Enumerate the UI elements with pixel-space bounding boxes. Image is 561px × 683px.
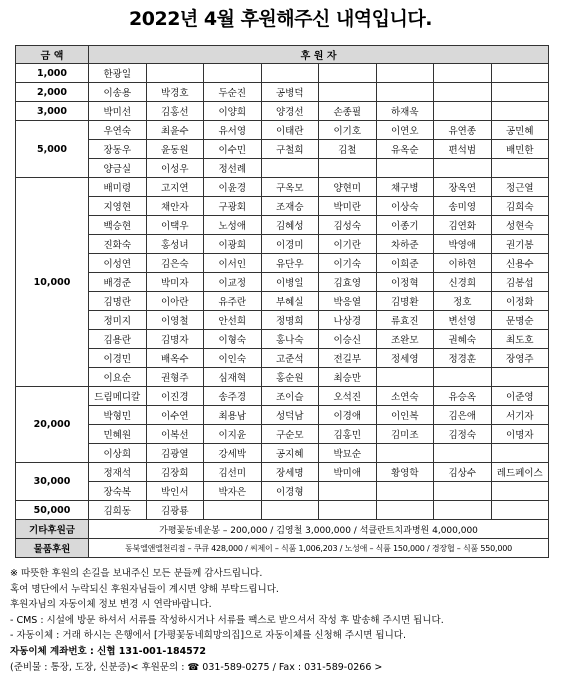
donor-name-cell: 장옥연 [434, 178, 492, 197]
donor-name-cell: 김성숙 [319, 216, 377, 235]
donor-name-cell: 양금실 [89, 159, 147, 178]
donor-name-cell: 이양희 [204, 102, 262, 121]
donor-name-cell: 정세영 [376, 349, 434, 368]
note-line: 혹여 명단에서 누락되신 후원자님들이 계시면 양해 부탁드립니다. [10, 583, 279, 595]
donor-name-cell: 구옥모 [261, 178, 319, 197]
donor-name-cell: 정선례 [204, 159, 262, 178]
donor-row [16, 349, 549, 368]
donor-name-cell [434, 64, 492, 83]
amount-cell: 30,000 [16, 463, 89, 501]
donor-name-cell: 김은애 [434, 406, 492, 425]
note-line: - CMS : 시설에 방문 하셔서 서류를 작성하시거나 서류를 팩스로 받으셔서 작성 후 발송해 주시면 됩니다. [10, 614, 444, 626]
donor-name-cell: 이윤경 [204, 178, 262, 197]
donor-name-cell [491, 83, 549, 102]
donor-row [16, 178, 549, 197]
donor-name-cell: 지영현 [89, 197, 147, 216]
donor-name-cell: 정호 [434, 292, 492, 311]
donor-name-cell: 김효영 [319, 273, 377, 292]
donor-name-cell: 이희준 [376, 254, 434, 273]
donor-row [16, 425, 549, 444]
donor-row [16, 83, 549, 102]
donor-name-cell: 고지연 [146, 178, 204, 197]
donor-name-cell: 민혜원 [89, 425, 147, 444]
donor-name-cell: 이정혁 [376, 273, 434, 292]
donor-table-body [16, 64, 549, 520]
donor-name-cell: 박영애 [434, 235, 492, 254]
donor-name-cell: 김광룡 [146, 501, 204, 520]
donor-name-cell: 진화숙 [89, 235, 147, 254]
donor-name-cell: 김희동 [89, 501, 147, 520]
donor-name-cell: 노성애 [204, 216, 262, 235]
donor-name-cell: 이형숙 [204, 330, 262, 349]
donor-name-cell: 장세명 [261, 463, 319, 482]
donor-name-cell: 성현숙 [491, 216, 549, 235]
donor-name-cell: 유서영 [204, 121, 262, 140]
other-donation-text: 가평꽃동네운봉 – 200,000 / 김영철 3,000,000 / 석클란트치과병원 4,000,000 [89, 520, 549, 539]
donor-name-cell [491, 501, 549, 520]
donor-name-cell: 유연종 [434, 121, 492, 140]
donor-row [16, 121, 549, 140]
donor-name-cell: 이기란 [319, 235, 377, 254]
donor-name-cell: 유옥순 [376, 140, 434, 159]
donor-name-cell [491, 64, 549, 83]
donor-name-cell: 김명환 [376, 292, 434, 311]
note-line: (준비물 : 통장, 도장, 신분증)< 후원문의 : ☎ 031-589-0275 / Fax : 031-589-0266 > [10, 661, 383, 673]
donor-name-cell [434, 444, 492, 463]
donor-name-cell: 이경미 [261, 235, 319, 254]
donor-name-cell [376, 83, 434, 102]
donor-table [15, 45, 549, 558]
amount-cell: 3,000 [16, 102, 89, 121]
donor-name-cell: 홍순원 [261, 368, 319, 387]
donor-name-cell: 이병일 [261, 273, 319, 292]
donor-name-cell: 정재석 [89, 463, 147, 482]
donor-row [16, 64, 549, 83]
note-line: 후원자님의 자동이체 정보 변경 시 연락바랍니다. [10, 599, 212, 611]
donor-name-cell [319, 64, 377, 83]
donor-name-cell: 구광회 [204, 197, 262, 216]
donor-name-cell: 이수연 [146, 406, 204, 425]
donor-name-cell: 이상숙 [376, 197, 434, 216]
donor-name-cell [146, 64, 204, 83]
donor-name-cell [434, 368, 492, 387]
donor-name-cell [319, 482, 377, 501]
donors-header: 후 원 자 [89, 46, 549, 64]
donor-name-cell: 장숙복 [89, 482, 147, 501]
donor-name-cell: 정근열 [491, 178, 549, 197]
donor-name-cell: 김정숙 [434, 425, 492, 444]
donor-name-cell: 김홍선 [146, 102, 204, 121]
donor-name-cell: 오석진 [319, 387, 377, 406]
donor-name-cell [491, 482, 549, 501]
donor-name-cell: 송주경 [204, 387, 262, 406]
donor-name-cell: 차하준 [376, 235, 434, 254]
donor-name-cell: 안선희 [204, 311, 262, 330]
donor-name-cell: 배미령 [89, 178, 147, 197]
donor-name-cell: 박경호 [146, 83, 204, 102]
donor-name-cell: 이아란 [146, 292, 204, 311]
donor-name-cell: 박응열 [319, 292, 377, 311]
donor-row [16, 330, 549, 349]
goods-donation-text: 동북엘앤엘천리점 – 쿠큐 428,000 / 씨제이 – 식품 1,006,203 / 노성애 – 식품 150,000 / 경장협 – 식품 550,000 [89, 539, 549, 558]
donor-name-cell: 레드페이스 [491, 463, 549, 482]
donor-name-cell: 박자은 [204, 482, 262, 501]
donor-name-cell: 고준석 [261, 349, 319, 368]
donor-name-cell: 우연숙 [89, 121, 147, 140]
donor-name-cell: 이요순 [89, 368, 147, 387]
donor-name-cell: 채안자 [146, 197, 204, 216]
donor-name-cell: 최도호 [491, 330, 549, 349]
note-line: - 자동이체 : 거래 하시는 은행에서 [가평꽃동네희망의집]으로 자동이체를 신청해 주시면 됩니다. [10, 630, 406, 642]
donor-name-cell: 이하현 [434, 254, 492, 273]
donor-name-cell [491, 444, 549, 463]
donor-row [16, 140, 549, 159]
donor-row [16, 444, 549, 463]
donor-row [16, 406, 549, 425]
donor-name-cell: 강세박 [204, 444, 262, 463]
donor-name-cell [261, 159, 319, 178]
donor-name-cell: 이경형 [261, 482, 319, 501]
donor-row [16, 159, 549, 178]
donor-name-cell: 김장희 [146, 463, 204, 482]
donor-name-cell: 배옥수 [146, 349, 204, 368]
donor-name-cell [319, 83, 377, 102]
donor-row [16, 292, 549, 311]
donor-name-cell [434, 482, 492, 501]
donor-name-cell: 홍성녀 [146, 235, 204, 254]
donor-name-cell [434, 83, 492, 102]
donor-name-cell: 이승신 [319, 330, 377, 349]
donor-name-cell: 윤동원 [146, 140, 204, 159]
donor-name-cell: 이송용 [89, 83, 147, 102]
donor-name-cell: 이명자 [491, 425, 549, 444]
amount-cell: 1,000 [16, 64, 89, 83]
donor-name-cell: 김혜성 [261, 216, 319, 235]
goods-donation-row [16, 539, 549, 558]
donor-name-cell: 이종기 [376, 216, 434, 235]
donor-name-cell: 이정화 [491, 292, 549, 311]
donor-row [16, 387, 549, 406]
donor-name-cell: 김철 [319, 140, 377, 159]
donor-name-cell: 이인복 [376, 406, 434, 425]
donor-name-cell: 박인서 [146, 482, 204, 501]
donor-row [16, 273, 549, 292]
note-line: ※ 따뜻한 후원의 손길을 보내주신 모든 분들께 감사드립니다. [10, 568, 263, 579]
account-number: 자동이체 계좌번호 : 신협 131-001-184572 [10, 645, 207, 657]
donor-name-cell: 이연오 [376, 121, 434, 140]
donor-name-cell: 이준영 [491, 387, 549, 406]
donor-row [16, 254, 549, 273]
donor-name-cell: 나상경 [319, 311, 377, 330]
amount-cell: 20,000 [16, 387, 89, 463]
donor-name-cell [491, 368, 549, 387]
donor-name-cell: 이기호 [319, 121, 377, 140]
donor-name-cell [261, 64, 319, 83]
donor-name-cell: 박묘순 [319, 444, 377, 463]
donor-name-cell [319, 501, 377, 520]
donor-name-cell: 이교정 [204, 273, 262, 292]
donor-name-cell: 권혜숙 [434, 330, 492, 349]
donor-name-cell: 조이슬 [261, 387, 319, 406]
donor-name-cell [204, 64, 262, 83]
donor-name-cell: 김용란 [89, 330, 147, 349]
donor-name-cell: 이태란 [261, 121, 319, 140]
donor-name-cell: 장동우 [89, 140, 147, 159]
donor-name-cell: 이성연 [89, 254, 147, 273]
donor-name-cell: 구철희 [261, 140, 319, 159]
donor-name-cell: 이광희 [204, 235, 262, 254]
donor-name-cell: 성덕남 [261, 406, 319, 425]
donor-name-cell: 최승만 [319, 368, 377, 387]
donor-name-cell: 정명희 [261, 311, 319, 330]
donor-name-cell: 장영주 [491, 349, 549, 368]
donor-name-cell: 정미지 [89, 311, 147, 330]
donor-name-cell: 부혜실 [261, 292, 319, 311]
donor-name-cell: 조재승 [261, 197, 319, 216]
donor-name-cell: 구순모 [261, 425, 319, 444]
donor-name-cell: 양현미 [319, 178, 377, 197]
donor-name-cell: 이상희 [89, 444, 147, 463]
donor-name-cell: 이기숙 [319, 254, 377, 273]
donor-name-cell: 이수민 [204, 140, 262, 159]
donor-name-cell: 김미조 [376, 425, 434, 444]
donor-name-cell: 류효진 [376, 311, 434, 330]
donor-name-cell: 공지혜 [261, 444, 319, 463]
amount-header: 금 액 [16, 46, 89, 64]
other-donation-label: 기타후원금 [16, 520, 89, 539]
amount-cell: 10,000 [16, 178, 89, 387]
donor-name-cell: 유승옥 [434, 387, 492, 406]
donor-name-cell [434, 501, 492, 520]
page-title: 2022년 4월 후원해주신 내역입니다. [129, 8, 432, 30]
donor-name-cell [434, 102, 492, 121]
donor-name-cell [376, 368, 434, 387]
donor-name-cell: 전길부 [319, 349, 377, 368]
donor-name-cell [261, 501, 319, 520]
donor-name-cell: 문명순 [491, 311, 549, 330]
donor-name-cell: 황영학 [376, 463, 434, 482]
donor-name-cell [434, 159, 492, 178]
donor-name-cell: 두순진 [204, 83, 262, 102]
donor-name-cell: 김선미 [204, 463, 262, 482]
donor-name-cell [376, 64, 434, 83]
donor-name-cell: 이복선 [146, 425, 204, 444]
donor-name-cell: 이진경 [146, 387, 204, 406]
donor-name-cell: 심재혁 [204, 368, 262, 387]
donor-name-cell: 김명자 [146, 330, 204, 349]
donor-name-cell [491, 159, 549, 178]
donor-name-cell: 김명란 [89, 292, 147, 311]
donor-name-cell: 유주란 [204, 292, 262, 311]
donor-row [16, 235, 549, 254]
donor-name-cell: 이성우 [146, 159, 204, 178]
donor-name-cell: 이서인 [204, 254, 262, 273]
donor-name-cell: 신경희 [434, 273, 492, 292]
donor-name-cell: 권기봉 [491, 235, 549, 254]
donor-name-cell: 공민혜 [491, 121, 549, 140]
amount-cell: 50,000 [16, 501, 89, 520]
donor-name-cell [376, 159, 434, 178]
donor-name-cell: 권형주 [146, 368, 204, 387]
donor-name-cell: 김은숙 [146, 254, 204, 273]
donor-row [16, 482, 549, 501]
amount-cell: 2,000 [16, 83, 89, 102]
donor-name-cell: 이인숙 [204, 349, 262, 368]
donor-name-cell: 최윤수 [146, 121, 204, 140]
donor-name-cell: 소연숙 [376, 387, 434, 406]
donor-name-cell: 하재욱 [376, 102, 434, 121]
donor-name-cell: 김홍민 [319, 425, 377, 444]
donor-name-cell: 이경애 [319, 406, 377, 425]
donor-row [16, 311, 549, 330]
goods-donation-label: 물품후원 [16, 539, 89, 558]
donor-name-cell: 김희숙 [491, 197, 549, 216]
donor-name-cell: 배민한 [491, 140, 549, 159]
donor-name-cell: 송미영 [434, 197, 492, 216]
donor-name-cell: 박미자 [146, 273, 204, 292]
donor-name-cell: 박미애 [319, 463, 377, 482]
donor-name-cell: 손종필 [319, 102, 377, 121]
donor-name-cell: 편석범 [434, 140, 492, 159]
donor-name-cell: 김상수 [434, 463, 492, 482]
donor-row [16, 463, 549, 482]
donor-name-cell: 김광열 [146, 444, 204, 463]
donor-name-cell [204, 501, 262, 520]
donor-name-cell: 김연화 [434, 216, 492, 235]
donor-name-cell: 이지윤 [204, 425, 262, 444]
donor-name-cell: 공병덕 [261, 83, 319, 102]
table-header-row [16, 46, 549, 64]
donor-name-cell: 정경훈 [434, 349, 492, 368]
notes-section [10, 566, 555, 675]
donor-name-cell [319, 159, 377, 178]
donor-name-cell [491, 102, 549, 121]
donor-name-cell: 채구병 [376, 178, 434, 197]
donor-name-cell: 이경민 [89, 349, 147, 368]
donor-name-cell: 유단우 [261, 254, 319, 273]
donor-name-cell: 변선영 [434, 311, 492, 330]
donor-name-cell: 양경선 [261, 102, 319, 121]
donor-name-cell: 백승현 [89, 216, 147, 235]
donor-row [16, 216, 549, 235]
donor-name-cell: 이영철 [146, 311, 204, 330]
donor-row [16, 501, 549, 520]
donor-row [16, 197, 549, 216]
donor-name-cell: 조완모 [376, 330, 434, 349]
donor-name-cell: 박미선 [89, 102, 147, 121]
amount-cell: 5,000 [16, 121, 89, 178]
donor-name-cell: 홍나숙 [261, 330, 319, 349]
donor-name-cell: 드림메디칼 [89, 387, 147, 406]
donor-name-cell [376, 501, 434, 520]
other-donation-row [16, 520, 549, 539]
donor-name-cell: 한광일 [89, 64, 147, 83]
donor-name-cell: 최용남 [204, 406, 262, 425]
donor-name-cell: 배경준 [89, 273, 147, 292]
donor-row [16, 368, 549, 387]
donor-name-cell [376, 444, 434, 463]
donor-name-cell: 박미란 [319, 197, 377, 216]
donor-row [16, 102, 549, 121]
donor-name-cell: 박형민 [89, 406, 147, 425]
donor-name-cell: 김봉섭 [491, 273, 549, 292]
donor-name-cell: 신용수 [491, 254, 549, 273]
donor-name-cell: 서기자 [491, 406, 549, 425]
donor-name-cell: 이택우 [146, 216, 204, 235]
donor-name-cell [376, 482, 434, 501]
